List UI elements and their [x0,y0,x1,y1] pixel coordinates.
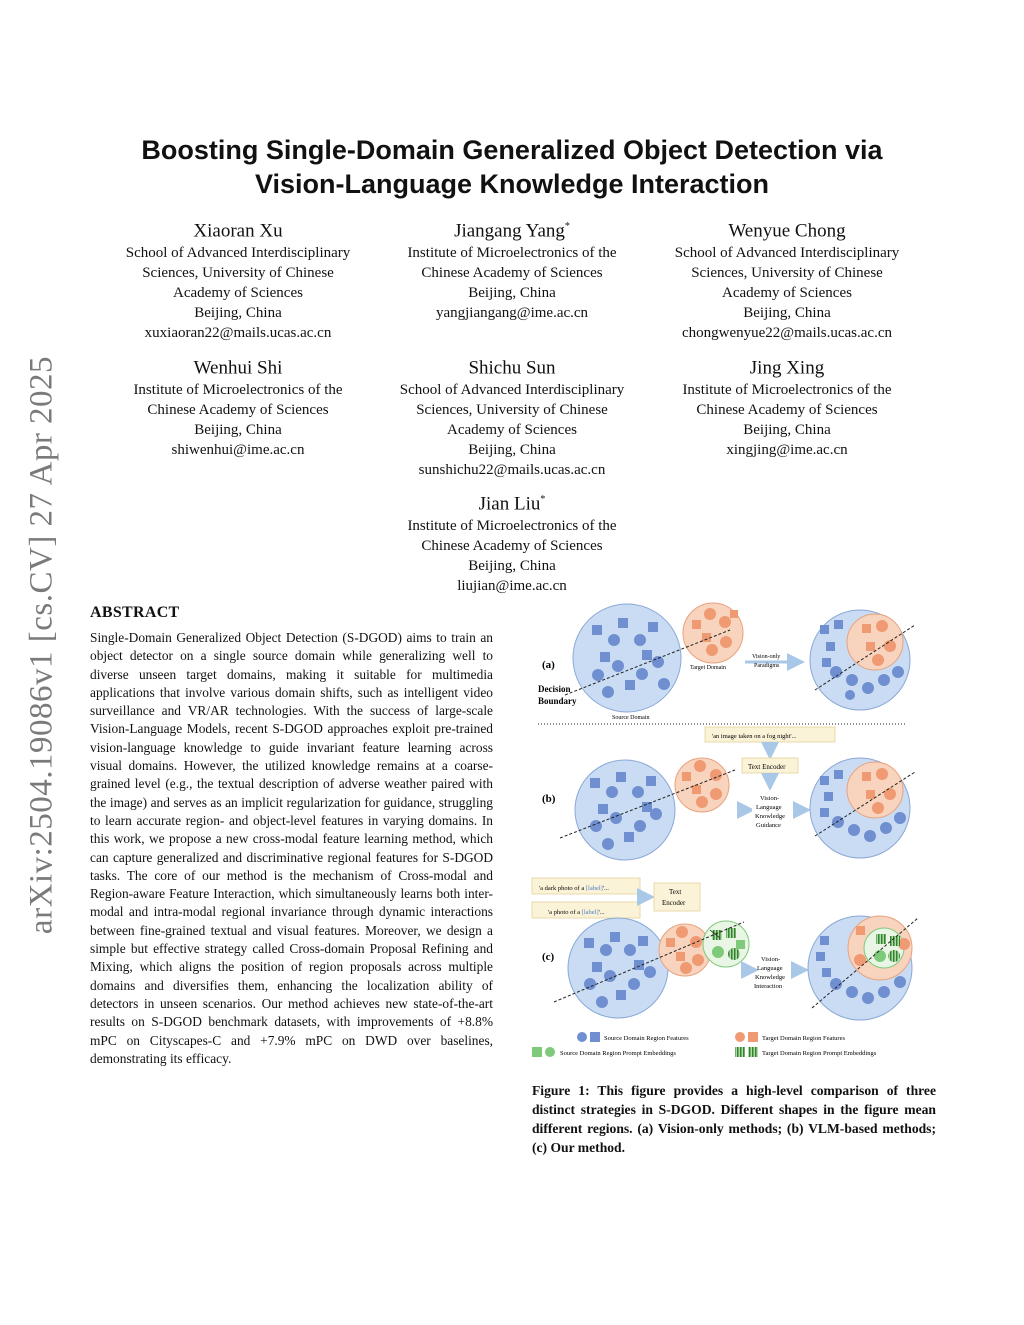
author-name: Jian Liu [478,493,541,515]
author-name: Xiaoran Xu [193,220,283,242]
prompt-photo-text: 'a photo of a [label]'... [548,909,605,916]
svg-text:Source Domain Region Prompt Em: Source Domain Region Prompt Embeddings [560,1050,676,1057]
decision-boundary-label: Boundary [538,696,577,706]
author-name: Jiangang Yang [454,220,565,242]
svg-text:Target Domain Region Prompt Em: Target Domain Region Prompt Embeddings [762,1050,877,1057]
author-affiliation: Chinese Academy of Sciences [696,402,878,419]
author-name: Wenyue Chong [728,220,846,242]
text-encoder-label-c: Text [669,888,682,896]
author-email: xingjing@ime.ac.cn [726,442,848,459]
abstract-heading: ABSTRACT [90,604,180,621]
author-email: yangjiangang@ime.ac.cn [435,305,589,322]
author-email: chongwenyue22@mails.ucas.ac.cn [682,325,892,342]
figure-1-diagram [530,600,930,1060]
svg-text:Target Domain Region Features: Target Domain Region Features [762,1035,846,1042]
source-domain-label: Source Domain [612,715,650,721]
figure-legend [532,1032,877,1057]
author-email: shiwenhui@ime.ac.cn [171,442,305,459]
author-affiliation: Sciences, University of Chinese [416,402,608,419]
author-affiliation: Chinese Academy of Sciences [147,402,329,419]
vision-only-label: Vision-only [752,654,781,660]
panel-a [538,603,915,721]
author-name: Shichu Sun [468,357,556,379]
author-affiliation: Academy of Sciences [447,422,577,439]
author-affiliation: Chinese Academy of Sciences [421,538,603,555]
panel-a-label: (a) [542,659,555,671]
vlk-interaction-label: Knowledge [755,974,785,981]
author-name: Wenhui Shi [193,357,283,379]
title-line-2: Vision-Language Knowledge Interaction [254,169,770,199]
author-affiliation: Sciences, University of Chinese [691,265,883,282]
author-location: Beijing, China [468,285,556,302]
legend-target-prompts [735,1047,877,1057]
author-affiliation: Academy of Sciences [173,285,303,302]
vlk-guidance-label: Knowledge [755,813,785,820]
author-affiliation: Sciences, University of Chinese [142,265,334,282]
author-location: Beijing, China [194,305,282,322]
author-email: xuxiaoran22@mails.ucas.ac.cn [144,325,332,342]
fog-prompt-text: 'an image taken on a fog night'... [712,733,797,740]
vlk-interaction-label: Interaction [754,983,783,990]
author-block: Jiangang Yang* Institute of Microelectronics of the Chinese Academy of Sciences Beijing, China yangjiangang@ime.ac.cn [377,215,647,323]
figure-caption: Figure 1: This figure provides a high-level comparison of three distinct strategies in S-DGOD. Different shapes in the figure mean different regions. (a) Vision-only methods; (b) VLM-based methods; (c) Our method. [532,1083,936,1155]
legend-source-features [577,1032,689,1042]
decision-boundary-label: Decision [538,684,571,694]
vlk-guidance-label: Vision- [760,795,780,802]
author-affiliation: School of Advanced Interdisciplinary [125,245,351,262]
author-affiliation: Institute of Microelectronics of the [133,382,343,399]
author-affiliation: School of Advanced Interdisciplinary [674,245,900,262]
panel-c-label: (c) [542,951,555,963]
arxiv-identifier-stamp: arXiv:2504.19086v1 [cs.CV] 27 Apr 2025 [23,355,60,935]
author-affiliation: Institute of Microelectronics of the [407,518,617,535]
vlk-interaction-label: Vision- [761,956,781,963]
author-location: Beijing, China [468,442,556,459]
author-location: Beijing, China [743,305,831,322]
author-name: Jing Xing [749,357,825,379]
author-email: sunshichu22@mails.ucas.ac.cn [418,462,606,479]
panel-b-label: (b) [542,793,556,805]
author-location: Beijing, China [468,558,556,575]
author-affiliation: Institute of Microelectronics of the [682,382,892,399]
target-domain-label: Target Domain [690,665,726,671]
text-encoder-label-c: Encoder [662,899,686,907]
author-block [652,352,922,460]
author-block [377,352,647,480]
vlk-guidance-label: Language [756,804,782,811]
panel-c [532,878,918,1020]
author-location: Beijing, China [743,422,831,439]
author-block [652,215,922,343]
legend-target-features [735,1032,845,1042]
author-block [103,215,373,343]
author-location: Beijing, China [194,422,282,439]
author-affiliation: Academy of Sciences [722,285,852,302]
author-affiliation: Chinese Academy of Sciences [421,265,603,282]
vision-only-label: Paradigms [754,663,780,669]
author-block [103,352,373,460]
author-affiliation: Institute of Microelectronics of the [407,245,617,262]
text-encoder-label-b: Text Encoder [748,763,786,771]
title-line-1: Boosting Single-Domain Generalized Object Detection via [141,135,883,165]
author-block: Jian Liu* Institute of Microelectronics of the Chinese Academy of Sciences Beijing, China liujian@ime.ac.cn [377,488,647,596]
prompt-dark-text: 'a dark photo of a [label]'... [539,885,609,892]
abstract-text: Single-Domain Generalized Object Detection (S-DGOD) aims to train an object detector on a single source domain while generalizing well to diverse unseen target domains, making it suitable for multimedia applications that involve various domain shifts, such as intelligent video surveillance and VR/AR technologies. With the success of large-scale Vision-Language Models, recent S-DGOD approaches exploit pre-trained vision-language knowledge to guide invariant feature learning across visual domains. However, the utilized knowledge remains at a coarse-grained level (e.g., the textual description of adverse weather paired with the image) and serves as an implicit regularization for guidance, struggling to learn accurate region- and object-level features in varying domains. In this work, we propose a new cross-modal feature learning method, which can capture generalized and discriminative regional features for S-DGOD tasks. The core of our method is the mechanism of Cross-modal and Region-aware Feature Interaction, which simultaneously learns both inter-modal and intra-modal regional invariance through dynamic interactions between fine-grained textual and visual features. Moreover, we design a simple but effective strategy called Cross-domain Proposal Refining and Mixing, which aligns the position of region proposals across multiple domains and diversifies them, enhancing the localization ability of detectors in unseen scenarios. Our method achieves new state-of-the-art results on S-DGOD benchmark datasets, with improvements of +8.8% mPC on Cityscapes-C and +7.9% mPC on DWD over baselines, demonstrating its efficacy. [90,630,493,1066]
author-affiliation: School of Advanced Interdisciplinary [399,382,625,399]
svg-text:Source Domain Region Features: Source Domain Region Features [604,1035,689,1042]
vlk-guidance-label: Guidance [756,822,781,829]
author-email: liujian@ime.ac.cn [457,578,567,595]
legend-source-prompts [532,1047,676,1057]
vlk-interaction-label: Language [757,965,783,972]
paper-title [100,133,924,201]
panel-b [542,727,915,860]
